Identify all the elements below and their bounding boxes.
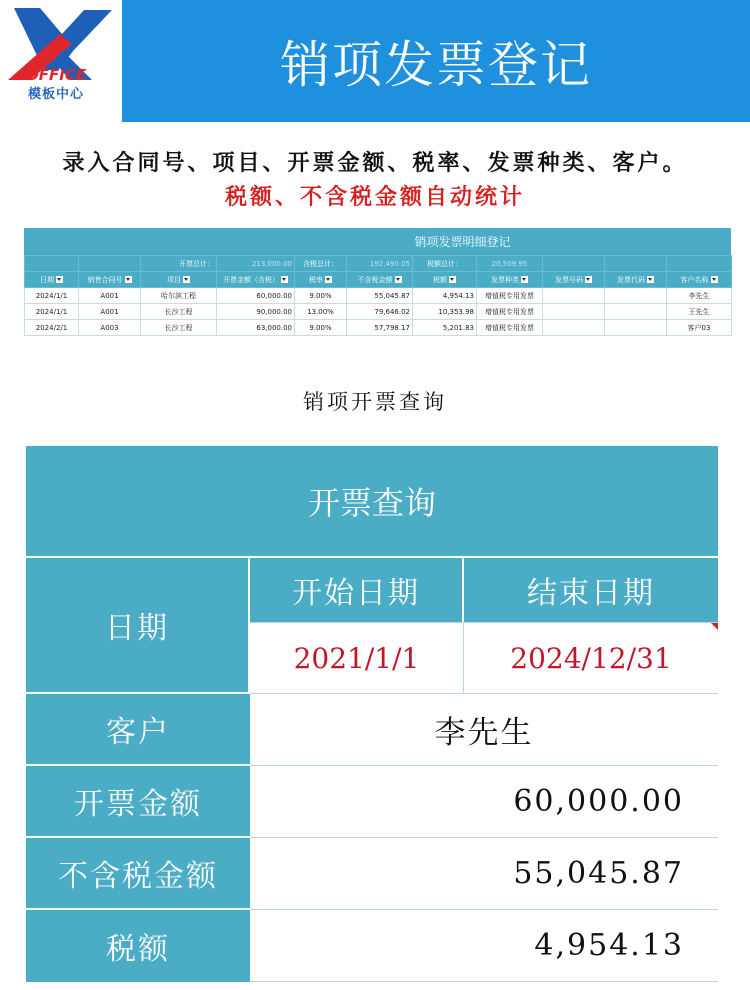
table-row bbox=[25, 320, 732, 336]
intro-line-1: 录入合同号、项目、开票金额、税率、发票种类、客户。 bbox=[62, 150, 688, 176]
table-cell[interactable]: 60,000.00 bbox=[217, 288, 295, 304]
filter-dropdown-icon[interactable] bbox=[125, 276, 132, 283]
sheet-title: 销项发票明细登记 bbox=[24, 228, 731, 255]
table-cell[interactable]: 13.00% bbox=[295, 304, 347, 320]
col-header-invoice-number[interactable] bbox=[543, 272, 605, 288]
col-header-customer[interactable] bbox=[667, 272, 732, 288]
col-header-label: 客户名称 bbox=[680, 275, 709, 284]
customer-label: 客户 bbox=[26, 694, 250, 766]
start-date-label: 开始日期 bbox=[250, 558, 464, 622]
table-cell[interactable] bbox=[543, 320, 605, 336]
table-cell[interactable]: 55,045.87 bbox=[347, 288, 413, 304]
table-cell[interactable]: 增值税专用发票 bbox=[477, 288, 543, 304]
table-cell[interactable] bbox=[543, 288, 605, 304]
tax-total-label: 税额总计： bbox=[413, 256, 477, 272]
col-header-label: 发票代码 bbox=[617, 275, 645, 284]
col-header-label: 销售合同号 bbox=[87, 275, 123, 284]
table-cell[interactable]: 李先生 bbox=[667, 288, 732, 304]
intro-line-2: 税额、不含税金额自动统计 bbox=[224, 184, 525, 210]
col-header-invoice-type[interactable] bbox=[477, 272, 543, 288]
query-caption: 销项开票查询 bbox=[303, 390, 447, 414]
col-header-label: 发票号码 bbox=[555, 275, 583, 284]
table-cell[interactable]: 57,798.17 bbox=[347, 320, 413, 336]
col-header-label: 税率 bbox=[309, 275, 323, 284]
col-header-invoice-amount[interactable] bbox=[217, 272, 295, 288]
table-cell[interactable]: A003 bbox=[79, 320, 141, 336]
table-cell[interactable]: 4,954.13 bbox=[413, 288, 477, 304]
query-title: 开票查询 bbox=[26, 446, 718, 558]
logo-subtext: 模板中心 bbox=[28, 87, 85, 102]
summary-cell bbox=[605, 256, 667, 272]
summary-cell bbox=[25, 256, 79, 272]
col-header-excl-tax[interactable] bbox=[347, 272, 413, 288]
tax-total-value: 20,509.95 bbox=[477, 256, 543, 272]
col-header-invoice-code[interactable] bbox=[605, 272, 667, 288]
col-header-label: 项目 bbox=[167, 275, 181, 284]
table-cell[interactable] bbox=[605, 288, 667, 304]
col-header-label: 不含税金额 bbox=[357, 275, 393, 284]
tax-label: 税额 bbox=[26, 910, 250, 982]
col-header-label: 开票金额（含税） bbox=[223, 275, 279, 284]
end-date-value: 2024/12/31 bbox=[510, 641, 672, 675]
invoice-total-value: 213,000.00 bbox=[217, 256, 295, 272]
summary-cell bbox=[79, 256, 141, 272]
col-header-label: 税额 bbox=[433, 275, 447, 284]
excl-tax-label: 不含税金额 bbox=[26, 838, 250, 910]
table-cell[interactable]: 长沙工程 bbox=[141, 304, 217, 320]
table-cell[interactable]: 5,201.83 bbox=[413, 320, 477, 336]
table-cell[interactable]: 王先生 bbox=[667, 304, 732, 320]
filter-dropdown-icon[interactable] bbox=[325, 276, 332, 283]
col-header-date[interactable] bbox=[25, 272, 79, 288]
table-cell[interactable]: 客户03 bbox=[667, 320, 732, 336]
title-banner bbox=[122, 0, 750, 122]
invoice-amount-label: 开票金额 bbox=[26, 766, 250, 838]
table-cell[interactable]: A001 bbox=[79, 304, 141, 320]
invoice-total-label: 开票总计： bbox=[141, 256, 217, 272]
filter-dropdown-icon[interactable] bbox=[585, 276, 592, 283]
col-header-tax[interactable] bbox=[413, 272, 477, 288]
filter-dropdown-icon[interactable] bbox=[56, 276, 63, 283]
filter-dropdown-icon[interactable] bbox=[281, 276, 288, 283]
table-cell[interactable]: 2024/1/1 bbox=[25, 304, 79, 320]
col-header-contract[interactable] bbox=[79, 272, 141, 288]
end-date-input[interactable] bbox=[464, 622, 718, 694]
excl-total-value: 192,490.05 bbox=[347, 256, 413, 272]
page-title: 销项发票登记 bbox=[280, 36, 592, 94]
header bbox=[0, 0, 750, 122]
table-cell[interactable]: 90,000.00 bbox=[217, 304, 295, 320]
col-header-label: 日期 bbox=[40, 275, 54, 284]
filter-dropdown-icon[interactable] bbox=[521, 276, 528, 283]
col-header-label: 发票种类 bbox=[491, 275, 519, 284]
table-cell[interactable] bbox=[605, 320, 667, 336]
table-cell[interactable]: 2024/1/1 bbox=[25, 288, 79, 304]
logo-text: OFFICE bbox=[26, 66, 87, 84]
date-label: 日期 bbox=[26, 558, 250, 694]
table-cell[interactable]: 2024/2/1 bbox=[25, 320, 79, 336]
table-cell[interactable]: A001 bbox=[79, 288, 141, 304]
table-cell[interactable]: 哈尔滨工程 bbox=[141, 288, 217, 304]
summary-cell bbox=[543, 256, 605, 272]
table-cell[interactable]: 增值税专用发票 bbox=[477, 304, 543, 320]
table-cell[interactable]: 63,000.00 bbox=[217, 320, 295, 336]
invoice-detail-sheet bbox=[24, 228, 731, 336]
col-header-tax-rate[interactable] bbox=[295, 272, 347, 288]
filter-dropdown-icon[interactable] bbox=[711, 276, 718, 283]
filter-dropdown-icon[interactable] bbox=[395, 276, 402, 283]
customer-input[interactable]: 李先生 bbox=[250, 694, 718, 766]
table-row bbox=[25, 288, 732, 304]
invoice-amount-value: 60,000.00 bbox=[250, 766, 718, 838]
table-cell[interactable]: 10,353.98 bbox=[413, 304, 477, 320]
table-row bbox=[25, 304, 732, 320]
end-date-label: 结束日期 bbox=[464, 558, 718, 622]
excl-total-label: 含税总计： bbox=[295, 256, 347, 272]
header-row bbox=[25, 272, 732, 288]
comment-indicator-icon bbox=[711, 623, 718, 630]
table-cell[interactable]: 增值税专用发票 bbox=[477, 320, 543, 336]
table-cell[interactable]: 9.00% bbox=[295, 288, 347, 304]
invoice-table bbox=[24, 255, 732, 336]
invoice-query-panel bbox=[26, 446, 718, 986]
table-cell[interactable]: 长沙工程 bbox=[141, 320, 217, 336]
excl-tax-value: 55,045.87 bbox=[250, 838, 718, 910]
table-cell[interactable]: 9.00% bbox=[295, 320, 347, 336]
table-cell[interactable] bbox=[605, 304, 667, 320]
start-date-input[interactable]: 2021/1/1 bbox=[250, 622, 464, 694]
summary-cell bbox=[667, 256, 732, 272]
table-cell[interactable] bbox=[543, 304, 605, 320]
summary-row bbox=[25, 256, 732, 272]
table-cell[interactable]: 79,646.02 bbox=[347, 304, 413, 320]
office-logo bbox=[0, 0, 122, 122]
tax-value: 4,954.13 bbox=[250, 910, 718, 982]
filter-dropdown-icon[interactable] bbox=[183, 276, 190, 283]
col-header-project[interactable] bbox=[141, 272, 217, 288]
filter-dropdown-icon[interactable] bbox=[647, 276, 654, 283]
filter-dropdown-icon[interactable] bbox=[449, 276, 456, 283]
